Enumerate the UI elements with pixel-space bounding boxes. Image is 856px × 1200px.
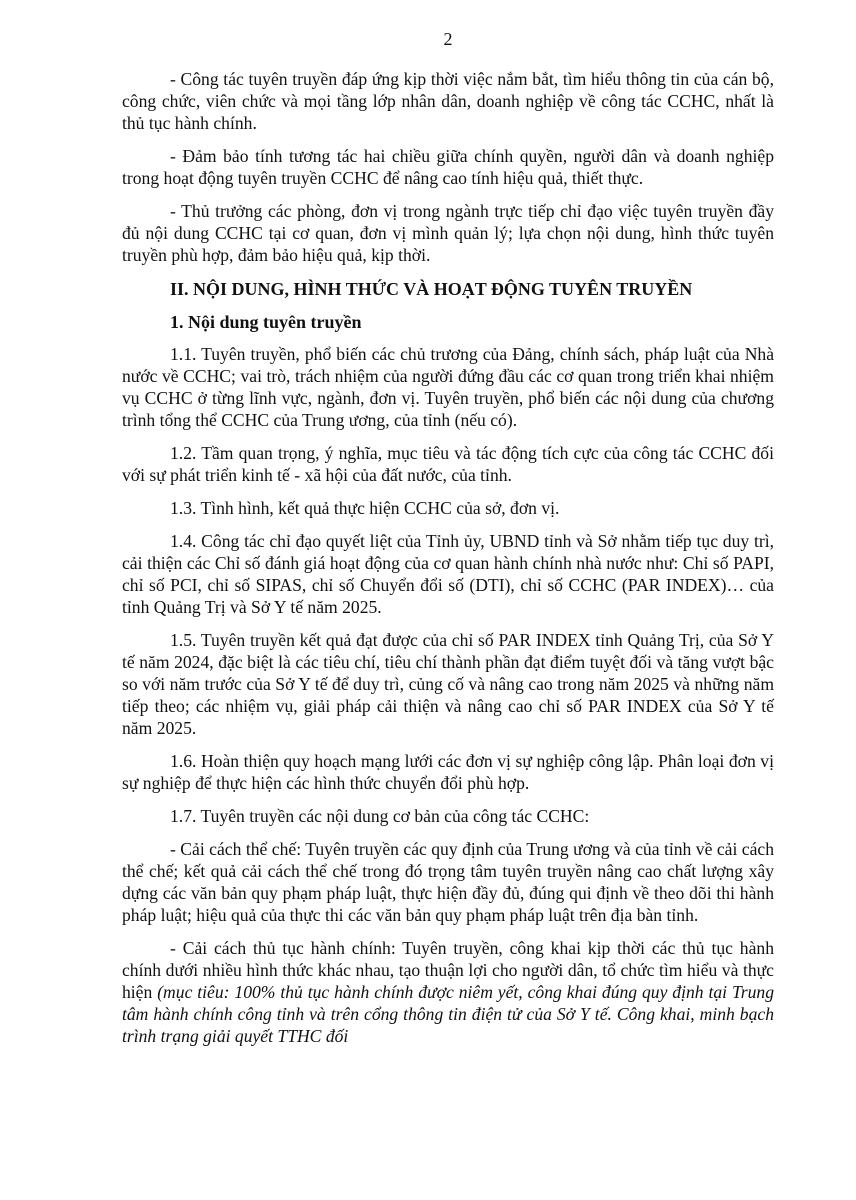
bullet-administrative-procedure-reform <box>122 937 774 1047</box>
item-1-4: 1.4. Công tác chỉ đạo quyết liệt của Tỉnh ủy, UBND tỉnh và Sở nhằm tiếp tục duy trì, cải thiện các Chỉ số đánh giá hoạt động của cơ quan hành chính nhà nước như: Chỉ số PAPI, chỉ số PCI, chỉ số SIPAS, chỉ số Chuyển đổi số (DTI), chỉ số CCHC (PAR INDEX)… của tỉnh Quảng Trị và Sở Y tế năm 2025. <box>122 531 774 617</box>
intro-paragraph-3: - Thủ trưởng các phòng, đơn vị trong ngành trực tiếp chỉ đạo việc tuyên truyền đầy đủ nội dung CCHC tại cơ quan, đơn vị mình quản lý; lựa chọn nội dung, hình thức tuyên truyền phù hợp, đảm bảo hiệu quả, kịp thời. <box>122 201 774 265</box>
bullet-text: - Cải cách thủ tục hành chính: Tuyên truyền, công khai kịp thời các thủ tục hành chính dưới nhiều hình thức khác nhau, tạo thuận lợi cho người dân, tổ chức tìm hiểu và thực hiện <box>122 938 774 1002</box>
item-1-6: 1.6. Hoàn thiện quy hoạch mạng lưới các đơn vị sự nghiệp công lập. Phân loại đơn vị sự nghiệp để thực hiện các hình thức chuyển đổi phù hợp. <box>122 751 774 793</box>
document-page <box>122 28 774 1058</box>
intro-paragraph-1: - Công tác tuyên truyền đáp ứng kịp thời việc nắm bắt, tìm hiểu thông tin của cán bộ, công chức, viên chức và mọi tầng lớp nhân dân, doanh nghiệp về công tác CCHC, nhất là thủ tục hành chính. <box>122 69 774 133</box>
item-1-2: 1.2. Tầm quan trọng, ý nghĩa, mục tiêu và tác động tích cực của công tác CCHC đối với sự phát triển kinh tế - xã hội của đất nước, của tỉnh. <box>122 443 774 485</box>
item-1-3: 1.3. Tình hình, kết quả thực hiện CCHC của sở, đơn vị. <box>170 498 560 518</box>
subsection-heading: 1. Nội dung tuyên truyền <box>170 312 362 332</box>
page-number: 2 <box>443 29 453 49</box>
section-heading: II. NỘI DUNG, HÌNH THỨC VÀ HOẠT ĐỘNG TUYÊN TRUYỀN <box>170 279 693 299</box>
item-1-5: 1.5. Tuyên truyền kết quả đạt được của chỉ số PAR INDEX tỉnh Quảng Trị, của Sở Y tế năm 2024, đặc biệt là các tiêu chí, tiêu chí thành phần đạt điểm tuyệt đối và tăng vượt bậc so với năm trước của Sở Y tế để duy trì, củng cố và nâng cao trong năm 2025 và những năm tiếp theo; các nhiệm vụ, giải pháp cải thiện và nâng cao chỉ số PAR INDEX của Sở Y tế năm 2025. <box>122 630 774 738</box>
item-1-7: 1.7. Tuyên truyền các nội dung cơ bản của công tác CCHC: <box>170 806 590 826</box>
intro-paragraph-2: - Đảm bảo tính tương tác hai chiều giữa chính quyền, người dân và doanh nghiệp trong hoạt động tuyên truyền CCHC để nâng cao tính hiệu quả, thiết thực. <box>122 146 774 188</box>
bullet-institutional-reform: - Cải cách thể chế: Tuyên truyền các quy định của Trung ương và của tỉnh về cải cách thể chế; kết quả cải cách thể chế trong đó trọng tâm tuyên truyền nâng cao chất lượng xây dựng các văn bản quy phạm pháp luật, thực hiện đầy đủ, đúng qui định về theo dõi thi hành pháp luật; hiệu quả của thực thi các văn bản quy phạm pháp luật trên địa bàn tỉnh. <box>122 839 774 925</box>
item-1-1: 1.1. Tuyên truyền, phổ biến các chủ trương của Đảng, chính sách, pháp luật của Nhà nước về CCHC; vai trò, trách nhiệm của người đứng đầu các cơ quan trong triển khai nhiệm vụ CCHC ở từng lĩnh vực, ngành, đơn vị. Tuyên truyền, phổ biến các nội dung của chương trình tổng thể CCHC của Trung ương, của tỉnh (nếu có). <box>122 344 774 430</box>
bullet-italic-note: (mục tiêu: 100% thủ tục hành chính được niêm yết, công khai đúng quy định tại Trung tâm hành chính công tỉnh và trên cổng thông tin điện tử của Sở Y tế. Công khai, minh bạch trình trạng giải quyết TTHC đối <box>122 982 774 1046</box>
